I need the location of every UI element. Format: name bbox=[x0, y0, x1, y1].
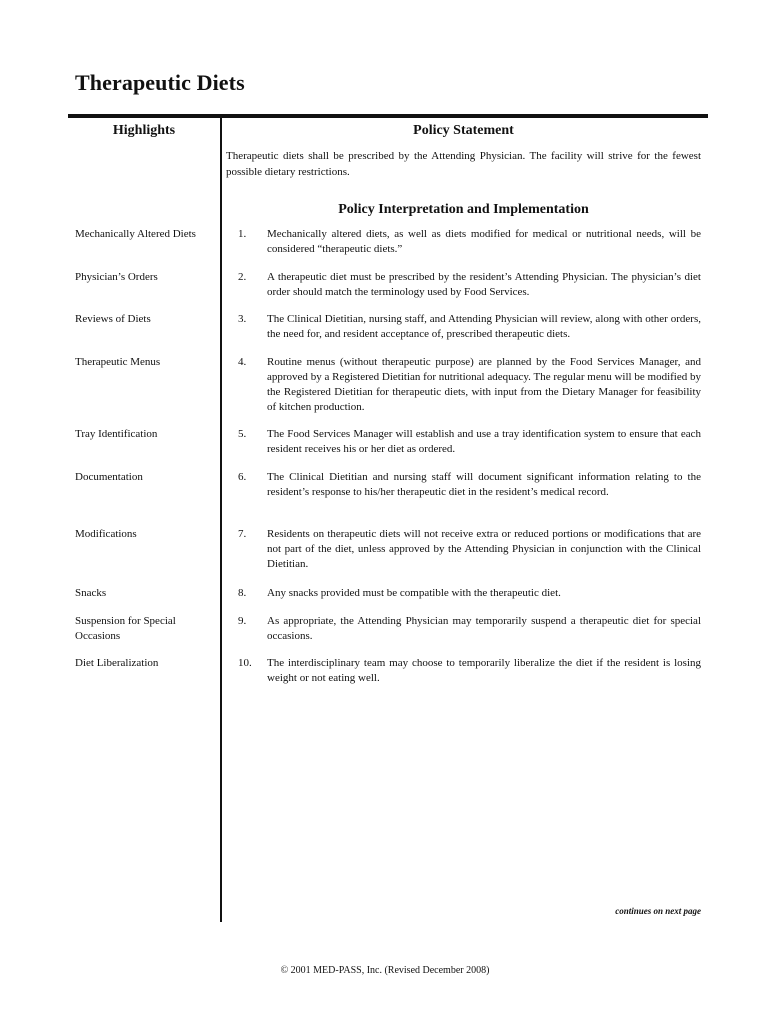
item-number: 9. bbox=[238, 615, 247, 627]
document-title: Therapeutic Diets bbox=[75, 70, 245, 95]
policy-item bbox=[238, 270, 701, 300]
policy-item bbox=[238, 656, 701, 686]
item-number: 7. bbox=[238, 528, 247, 540]
item-text: Mechanically altered diets, as well as diets modified for medical or nutritional needs, will be considered “therapeutic diets.” bbox=[267, 228, 701, 255]
highlight-label: Mechanically Altered Diets bbox=[75, 228, 196, 240]
continues-note: continues on next page bbox=[615, 906, 701, 916]
column-divider bbox=[220, 118, 222, 922]
item-number: 8. bbox=[238, 587, 247, 599]
item-text: Routine menus (without therapeutic purpose) are planned by the Food Services Manager, and approved by a Registered Dietitian for nutritional adequacy. The regular menu will be modified by the Registered Dietitian for therapeutic diets, with input from the Dietary Manager for feasibility of kitchen production. bbox=[267, 356, 701, 413]
item-text: The Food Services Manager will establish and use a tray identification system to ensure that each resident receives his or her diet as ordered. bbox=[267, 428, 701, 455]
policy-statement-heading: Policy Statement bbox=[413, 123, 514, 138]
policy-item bbox=[238, 586, 701, 601]
highlight-label: Reviews of Diets bbox=[75, 313, 151, 325]
policy-item bbox=[238, 527, 701, 572]
interpretation-heading: Policy Interpretation and Implementation bbox=[338, 202, 589, 217]
policy-item bbox=[238, 227, 701, 257]
highlight-label: Suspension for Special Occasions bbox=[75, 615, 176, 642]
item-text: As appropriate, the Attending Physician may temporarily suspend a therapeutic diet for special occasions. bbox=[267, 615, 701, 642]
policy-item bbox=[238, 355, 701, 415]
item-number: 6. bbox=[238, 471, 247, 483]
policy-statement-text: Therapeutic diets shall be prescribed by the Attending Physician. The facility will strive for the fewest possible dietary restrictions. bbox=[226, 150, 701, 178]
item-text: Any snacks provided must be compatible with the therapeutic diet. bbox=[267, 587, 561, 599]
item-number: 2. bbox=[238, 271, 247, 283]
item-number: 1. bbox=[238, 228, 247, 240]
highlight-label: Physician’s Orders bbox=[75, 271, 158, 283]
policy-item bbox=[238, 614, 701, 644]
item-number: 3. bbox=[238, 313, 247, 325]
item-text: A therapeutic diet must be prescribed by the resident’s Attending Physician. The physician’s diet order should match the terminology used by Food Services. bbox=[267, 271, 701, 298]
highlight-label: Snacks bbox=[75, 587, 107, 599]
policy-item bbox=[238, 470, 701, 500]
item-text: Residents on therapeutic diets will not receive extra or reduced portions or modifications that are not part of the diet, unless approved by the Attending Physician in conjunction with the Clinical Dietitian. bbox=[267, 528, 701, 570]
highlight-label: Diet Liberalization bbox=[75, 657, 159, 669]
item-text: The Clinical Dietitian and nursing staff will document significant information relating to the resident’s response to his/her therapeutic diet in the resident’s medical record. bbox=[267, 471, 701, 498]
highlight-label: Documentation bbox=[75, 471, 143, 483]
policy-item bbox=[238, 312, 701, 342]
highlight-label: Tray Identification bbox=[75, 428, 158, 440]
highlight-label: Modifications bbox=[75, 528, 137, 540]
item-number: 10. bbox=[238, 657, 252, 669]
copyright-footer: © 2001 MED-PASS, Inc. (Revised December 2008) bbox=[280, 965, 490, 976]
title-divider bbox=[68, 114, 708, 118]
highlights-heading: Highlights bbox=[112, 123, 176, 138]
item-text: The Clinical Dietitian, nursing staff, and Attending Physician will review, along with other orders, the need for, and resident acceptance of, prescribed therapeutic diets. bbox=[267, 313, 701, 340]
policy-item bbox=[238, 427, 701, 457]
item-number: 4. bbox=[238, 356, 247, 368]
item-number: 5. bbox=[238, 428, 247, 440]
highlight-label: Therapeutic Menus bbox=[75, 356, 161, 368]
item-text: The interdisciplinary team may choose to temporarily liberalize the diet if the resident is losing weight or not eating well. bbox=[267, 657, 701, 684]
